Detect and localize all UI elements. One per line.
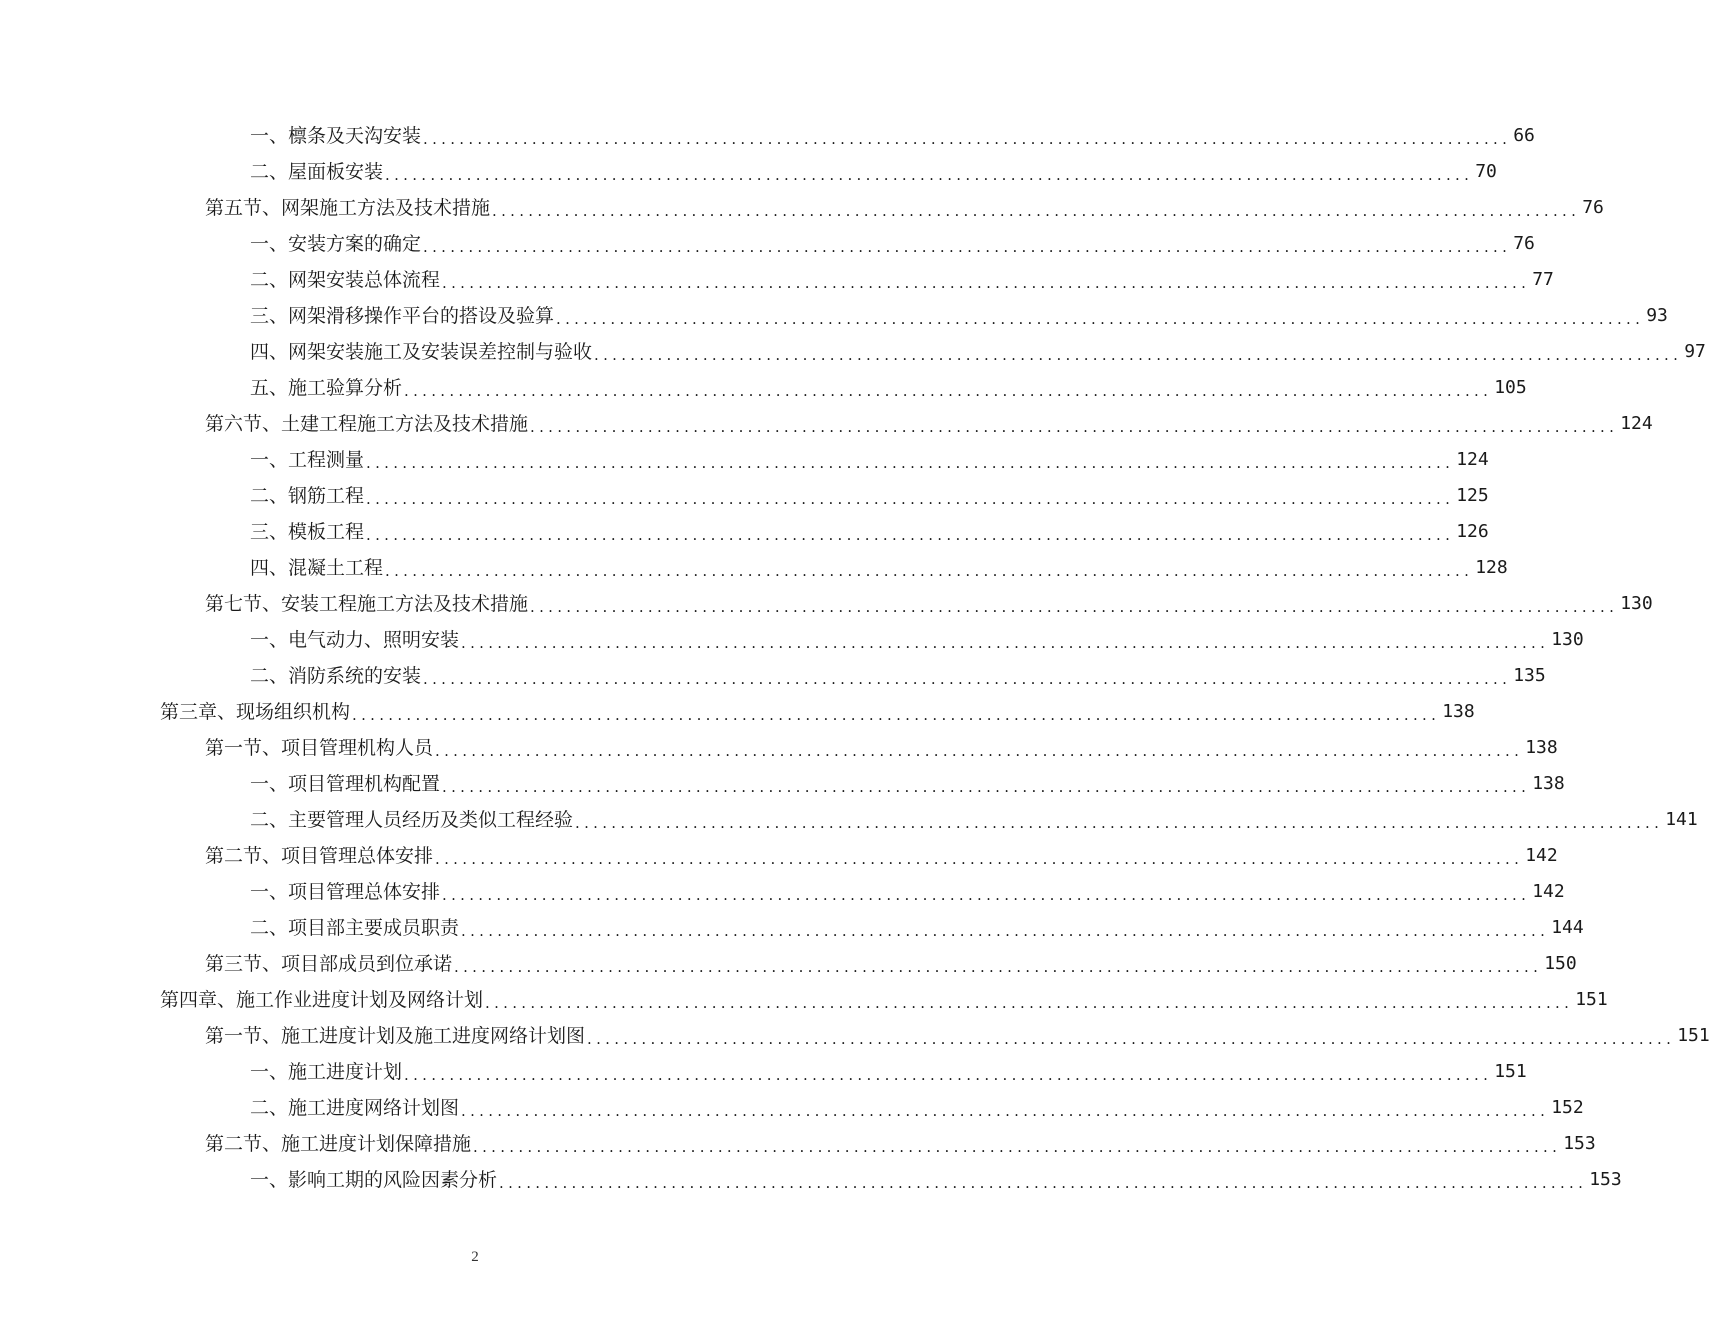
toc-entry-title: 二、施工进度网络计划图 [250, 1097, 460, 1119]
toc-entry-page: 142 [1532, 881, 1565, 902]
toc-entry-page: 126 [1456, 521, 1489, 542]
toc-entry[interactable] [205, 838, 1558, 874]
toc-entry-title: 二、消防系统的安装 [250, 665, 422, 687]
toc-leader-dots: ........................................................................................................................ [587, 1030, 1676, 1048]
toc-leader-dots: ........................................................................................................................ [385, 562, 1474, 580]
toc-entry-page: 124 [1456, 449, 1489, 470]
toc-entry-title: 二、屋面板安装 [250, 161, 384, 183]
toc-entry-title: 第七节、安装工程施工方法及技术措施 [205, 593, 529, 615]
toc-leader-dots: ........................................................................................................................ [366, 526, 1455, 544]
toc-entry-title: 一、项目管理机构配置 [250, 773, 441, 795]
toc-entry-title: 二、主要管理人员经历及类似工程经验 [250, 809, 574, 831]
toc-entry[interactable] [250, 118, 1535, 154]
toc-entry[interactable] [250, 802, 1698, 838]
toc-entry-title: 第三节、项目部成员到位承诺 [205, 953, 453, 975]
toc-entry-title: 四、混凝土工程 [250, 557, 384, 579]
toc-entry-page: 76 [1513, 233, 1535, 254]
table-of-contents [0, 118, 1710, 1198]
toc-leader-dots: ........................................................................................................................ [366, 490, 1455, 508]
toc-entry[interactable] [205, 586, 1653, 622]
toc-entry-title: 第二节、项目管理总体安排 [205, 845, 434, 867]
toc-entry[interactable] [250, 478, 1489, 514]
toc-leader-dots: ........................................................................................................................ [442, 886, 1531, 904]
toc-entry-page: 141 [1665, 809, 1698, 830]
toc-leader-dots: ........................................................................................................................ [530, 598, 1619, 616]
toc-entry-page: 77 [1532, 269, 1554, 290]
toc-entry[interactable] [205, 730, 1558, 766]
toc-entry-title: 一、项目管理总体安排 [250, 881, 441, 903]
toc-entry[interactable] [250, 1090, 1584, 1126]
toc-leader-dots: ........................................................................................................................ [366, 454, 1455, 472]
toc-entry-title: 一、施工进度计划 [250, 1061, 403, 1083]
toc-leader-dots: ........................................................................................................................ [454, 958, 1543, 976]
toc-entry-page: 151 [1494, 1061, 1527, 1082]
toc-entry[interactable] [250, 298, 1668, 334]
toc-entry-page: 144 [1551, 917, 1584, 938]
toc-leader-dots: ........................................................................................................................ [499, 1174, 1588, 1192]
toc-entry-page: 138 [1442, 701, 1475, 722]
toc-entry-page: 130 [1620, 593, 1653, 614]
toc-entry-page: 97 [1684, 341, 1706, 362]
toc-entry-title: 二、钢筋工程 [250, 485, 365, 507]
toc-entry[interactable] [250, 442, 1489, 478]
toc-leader-dots: ........................................................................................................................ [461, 1102, 1550, 1120]
toc-leader-dots: ........................................................................................................................ [575, 814, 1664, 832]
toc-entry[interactable] [160, 694, 1475, 730]
toc-entry-title: 四、网架安装施工及安装误差控制与验收 [250, 341, 593, 363]
toc-entry-page: 105 [1494, 377, 1527, 398]
toc-entry[interactable] [250, 1162, 1622, 1198]
toc-entry-page: 135 [1513, 665, 1546, 686]
toc-leader-dots: ........................................................................................................................ [404, 1066, 1493, 1084]
toc-entry-page: 130 [1551, 629, 1584, 650]
toc-entry-page: 93 [1646, 305, 1668, 326]
toc-leader-dots: ........................................................................................................................ [556, 310, 1645, 328]
toc-entry-title: 一、电气动力、照明安装 [250, 629, 460, 651]
toc-entry-page: 124 [1620, 413, 1653, 434]
toc-entry-title: 第三章、现场组织机构 [160, 701, 351, 723]
toc-leader-dots: ........................................................................................................................ [473, 1138, 1562, 1156]
toc-leader-dots: ........................................................................................................................ [485, 994, 1574, 1012]
toc-leader-dots: ........................................................................................................................ [435, 850, 1524, 868]
toc-entry-title: 三、网架滑移操作平台的搭设及验算 [250, 305, 555, 327]
toc-entry-page: 128 [1475, 557, 1508, 578]
toc-entry-page: 151 [1575, 989, 1608, 1010]
toc-entry-title: 第一节、施工进度计划及施工进度网络计划图 [205, 1025, 586, 1047]
toc-entry-page: 151 [1677, 1025, 1710, 1046]
toc-leader-dots: ........................................................................................................................ [461, 634, 1550, 652]
toc-leader-dots: ........................................................................................................................ [442, 778, 1531, 796]
toc-leader-dots: ........................................................................................................................ [352, 706, 1441, 724]
toc-entry[interactable] [205, 946, 1577, 982]
toc-leader-dots: ........................................................................................................................ [404, 382, 1493, 400]
toc-leader-dots: ........................................................................................................................ [385, 166, 1474, 184]
toc-entry[interactable] [160, 982, 1608, 1018]
toc-leader-dots: ........................................................................................................................ [423, 670, 1512, 688]
toc-entry-title: 五、施工验算分析 [250, 377, 403, 399]
toc-entry[interactable] [250, 334, 1706, 370]
toc-entry[interactable] [250, 262, 1554, 298]
toc-entry[interactable] [205, 406, 1653, 442]
toc-entry-page: 138 [1525, 737, 1558, 758]
toc-entry[interactable] [250, 550, 1508, 586]
toc-entry-title: 二、项目部主要成员职责 [250, 917, 460, 939]
toc-leader-dots: ........................................................................................................................ [423, 238, 1512, 256]
toc-leader-dots: ........................................................................................................................ [442, 274, 1531, 292]
toc-entry-title: 二、网架安装总体流程 [250, 269, 441, 291]
toc-entry[interactable] [250, 514, 1489, 550]
toc-entry[interactable] [250, 766, 1565, 802]
toc-entry[interactable] [205, 1018, 1710, 1054]
toc-entry[interactable] [250, 910, 1584, 946]
toc-entry[interactable] [250, 226, 1535, 262]
toc-entry-title: 第五节、网架施工方法及技术措施 [205, 197, 491, 219]
toc-leader-dots: ........................................................................................................................ [435, 742, 1524, 760]
toc-entry-page: 142 [1525, 845, 1558, 866]
toc-entry-page: 76 [1582, 197, 1604, 218]
toc-leader-dots: ........................................................................................................................ [530, 418, 1619, 436]
toc-entry-page: 152 [1551, 1097, 1584, 1118]
toc-entry-title: 三、模板工程 [250, 521, 365, 543]
toc-entry-page: 125 [1456, 485, 1489, 506]
toc-entry-title: 第六节、土建工程施工方法及技术措施 [205, 413, 529, 435]
toc-entry-title: 第二节、施工进度计划保障措施 [205, 1133, 472, 1155]
toc-entry-page: 66 [1513, 125, 1535, 146]
page-number: 2 [471, 1249, 479, 1265]
toc-entry-page: 138 [1532, 773, 1565, 794]
toc-leader-dots: ........................................................................................................................ [594, 346, 1683, 364]
toc-entry-title: 第一节、项目管理机构人员 [205, 737, 434, 759]
toc-entry[interactable] [250, 154, 1497, 190]
toc-leader-dots: ........................................................................................................................ [423, 130, 1512, 148]
toc-entry-title: 第四章、施工作业进度计划及网络计划 [160, 989, 484, 1011]
toc-leader-dots: ........................................................................................................................ [461, 922, 1550, 940]
toc-entry-title: 一、安装方案的确定 [250, 233, 422, 255]
toc-entry[interactable] [205, 1126, 1596, 1162]
toc-entry-page: 153 [1563, 1133, 1596, 1154]
toc-entry[interactable] [250, 874, 1565, 910]
toc-entry[interactable] [250, 658, 1546, 694]
toc-entry-page: 70 [1475, 161, 1497, 182]
toc-entry[interactable] [250, 1054, 1527, 1090]
toc-entry-title: 一、工程测量 [250, 449, 365, 471]
toc-entry[interactable] [205, 190, 1604, 226]
toc-leader-dots: ........................................................................................................................ [492, 202, 1581, 220]
toc-entry-page: 150 [1544, 953, 1577, 974]
toc-entry-title: 一、影响工期的风险因素分析 [250, 1169, 498, 1191]
toc-entry-page: 153 [1589, 1169, 1622, 1190]
toc-entry[interactable] [250, 622, 1584, 658]
toc-entry-title: 一、檩条及天沟安装 [250, 125, 422, 147]
toc-entry[interactable] [250, 370, 1527, 406]
